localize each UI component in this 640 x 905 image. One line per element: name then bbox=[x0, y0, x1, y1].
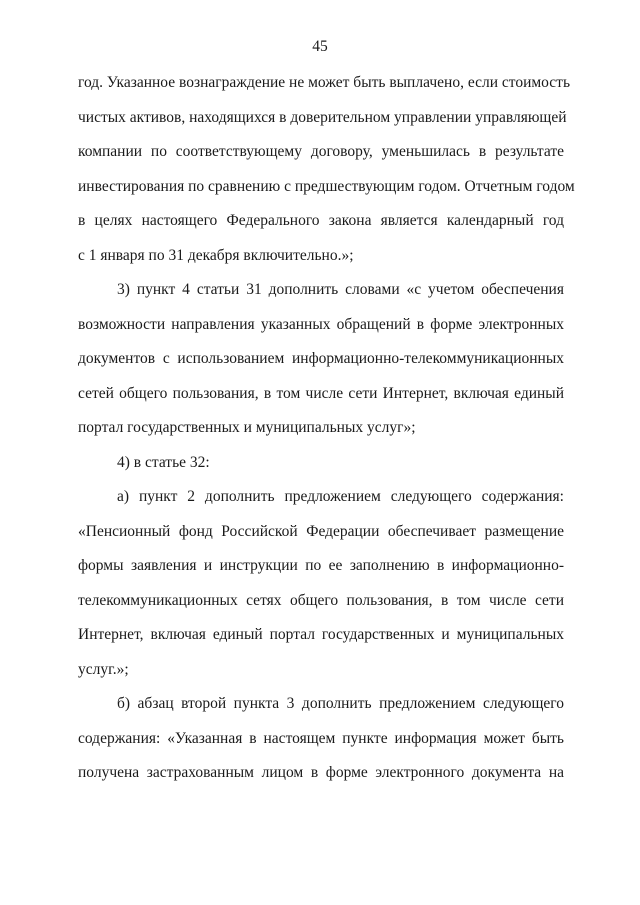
text-line: в целях настоящего Федерального закона является календарный год bbox=[78, 212, 564, 229]
text-line: портал государственных и муниципальных услуг»; bbox=[78, 419, 416, 436]
text-line: сетей общего пользования, в том числе сети Интернет, включая единый bbox=[78, 384, 564, 402]
paragraph-start-line: 3) пункт 4 статьи 31 дополнить словами «с учетом обеспечения bbox=[117, 281, 564, 298]
text-line: год. Указанное вознаграждение не может быть выплачено, если стоимость bbox=[78, 74, 571, 91]
paragraph-start-line: б) абзац второй пункта 3 дополнить предложением следующего bbox=[117, 695, 564, 712]
text-line: возможности направления указанных обращений в форме электронных bbox=[78, 315, 564, 333]
text-line: инвестирования по сравнению с предшествующим годом. Отчетным годом bbox=[78, 177, 575, 195]
text-line: компании по соответствующему договору, уменьшилась в результате bbox=[78, 143, 564, 160]
text-line: с 1 января по 31 декабря включительно.»; bbox=[78, 246, 354, 264]
text-line: чистых активов, находящихся в доверительном управлении управляющей bbox=[78, 108, 567, 126]
text-line: телекоммуникационных сетях общего пользования, в том числе сети bbox=[78, 591, 564, 609]
document-body bbox=[78, 66, 575, 791]
text-line: содержания: «Указанная в настоящем пункте информация может быть bbox=[78, 729, 564, 747]
text-line: Интернет, включая единый портал государственных и муниципальных bbox=[78, 626, 564, 643]
text-line: услуг.»; bbox=[78, 660, 129, 678]
text-line: получена застрахованным лицом в форме электронного документа на bbox=[78, 764, 564, 781]
text-line: формы заявления и инструкции по ее заполнению в информационно- bbox=[78, 557, 564, 574]
text-line: документов с использованием информационно-телекоммуникационных bbox=[78, 350, 564, 367]
paragraph-start-line: а) пункт 2 дополнить предложением следующего содержания: bbox=[117, 488, 564, 505]
page-number: 45 bbox=[312, 38, 328, 55]
paragraph-start-line: 4) в статье 32: bbox=[117, 453, 210, 471]
text-line: «Пенсионный фонд Российской Федерации обеспечивает размещение bbox=[78, 522, 564, 540]
